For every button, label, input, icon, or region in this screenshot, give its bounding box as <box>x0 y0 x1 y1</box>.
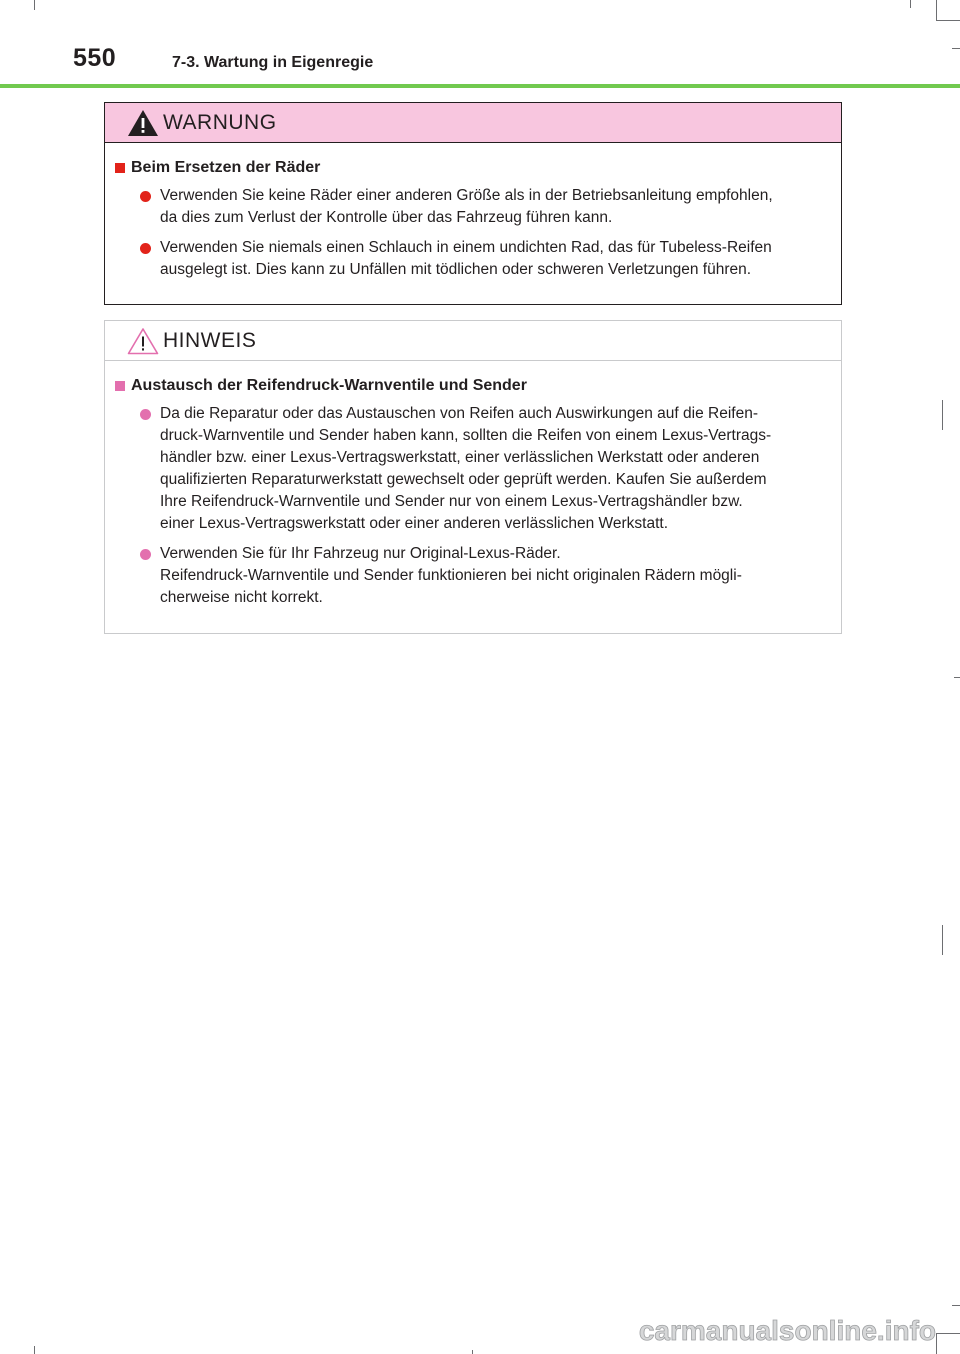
crop-mark <box>910 0 911 8</box>
text-line: einer Lexus-Vertragswerkstatt oder einer anderen verlässlichen Werkstatt. <box>160 515 669 532</box>
text-line: Verwenden Sie niemals einen Schlauch in einem undichten Rad, das für Tubeless-Reifen <box>160 239 772 256</box>
round-bullet-icon <box>140 549 151 560</box>
warning-title: WARNUNG <box>163 110 277 134</box>
list-item <box>115 403 833 535</box>
warning-subheading-text: Beim Ersetzen der Räder <box>131 159 321 176</box>
text-line: druck-Warnventile und Sender haben kann, sollten die Reifen von einem Lexus-Vertrags- <box>160 427 772 444</box>
crop-mark <box>954 677 960 678</box>
warning-box-body <box>105 143 841 281</box>
round-bullet-icon <box>140 409 151 420</box>
watermark <box>598 1313 938 1352</box>
crop-mark <box>34 0 35 10</box>
text-line: händler bzw. einer Lexus-Vertragswerkstatt, einer verlässlichen Werkstatt oder anderen <box>160 449 760 466</box>
crop-mark <box>942 400 943 430</box>
text-line: Reifendruck-Warnventile und Sender funktionieren bei nicht originalen Rädern mögli- <box>160 567 742 584</box>
list-item <box>115 543 833 609</box>
header-rule <box>0 84 960 88</box>
notice-subheading-text: Austausch der Reifendruck-Warnventile und Sender <box>131 377 527 394</box>
notice-subheading <box>115 377 833 395</box>
section-title: 7-3. Wartung in Eigenregie <box>172 54 374 71</box>
text-line: Da die Reparatur oder das Austauschen von Reifen auch Auswirkungen auf die Reifen- <box>160 405 758 422</box>
notice-box-header <box>105 321 841 361</box>
page-number: 550 <box>73 44 117 72</box>
warning-subheading <box>115 159 833 177</box>
watermark-text <box>598 1313 938 1347</box>
square-bullet-icon <box>115 163 125 173</box>
warning-box <box>104 102 842 305</box>
crop-mark <box>34 1346 35 1354</box>
list-item <box>115 185 833 229</box>
text-line: cherweise nicht korrekt. <box>160 589 323 606</box>
text-line: Verwenden Sie keine Räder einer anderen Größe als in der Betriebsanleitung empfohlen, <box>160 187 773 204</box>
text-line: ausgelegt ist. Dies kann zu Unfällen mit tödlichen oder schweren Verletzungen führen. <box>160 261 752 278</box>
text-line: Verwenden Sie für Ihr Fahrzeug nur Original-Lexus-Räder. <box>160 545 561 562</box>
crop-mark <box>952 48 960 49</box>
notice-box-body <box>105 361 841 609</box>
round-bullet-icon <box>140 243 151 254</box>
svg-text:carmanualsonline.info: carmanualsonline.info <box>638 1315 936 1346</box>
crop-mark <box>936 0 937 20</box>
list-item-text <box>160 403 833 535</box>
list-item-text <box>160 185 833 229</box>
crop-mark <box>942 925 943 955</box>
warning-box-header <box>105 103 841 143</box>
list-item <box>115 237 833 281</box>
list-item-text <box>160 237 833 281</box>
text-line: qualifizierten Reparaturwerkstatt gewechselt oder geprüft werden. Kaufen Sie außerdem <box>160 471 767 488</box>
crop-mark <box>952 1305 960 1306</box>
warning-triangle-outline-icon <box>127 327 159 355</box>
crop-mark <box>472 1350 473 1354</box>
text-line: da dies zum Verlust der Kontrolle über das Fahrzeug führen kann. <box>160 209 613 226</box>
square-bullet-icon <box>115 381 125 391</box>
notice-title: HINWEIS <box>163 328 257 352</box>
text-line: Ihre Reifendruck-Warnventile und Sender nur von einem Lexus-Vertragshändler bzw. <box>160 493 743 510</box>
crop-mark <box>936 20 960 21</box>
list-item-text <box>160 543 833 609</box>
notice-box <box>104 320 842 634</box>
warning-triangle-filled-icon <box>127 109 159 137</box>
crop-mark <box>936 1333 960 1334</box>
round-bullet-icon <box>140 191 151 202</box>
